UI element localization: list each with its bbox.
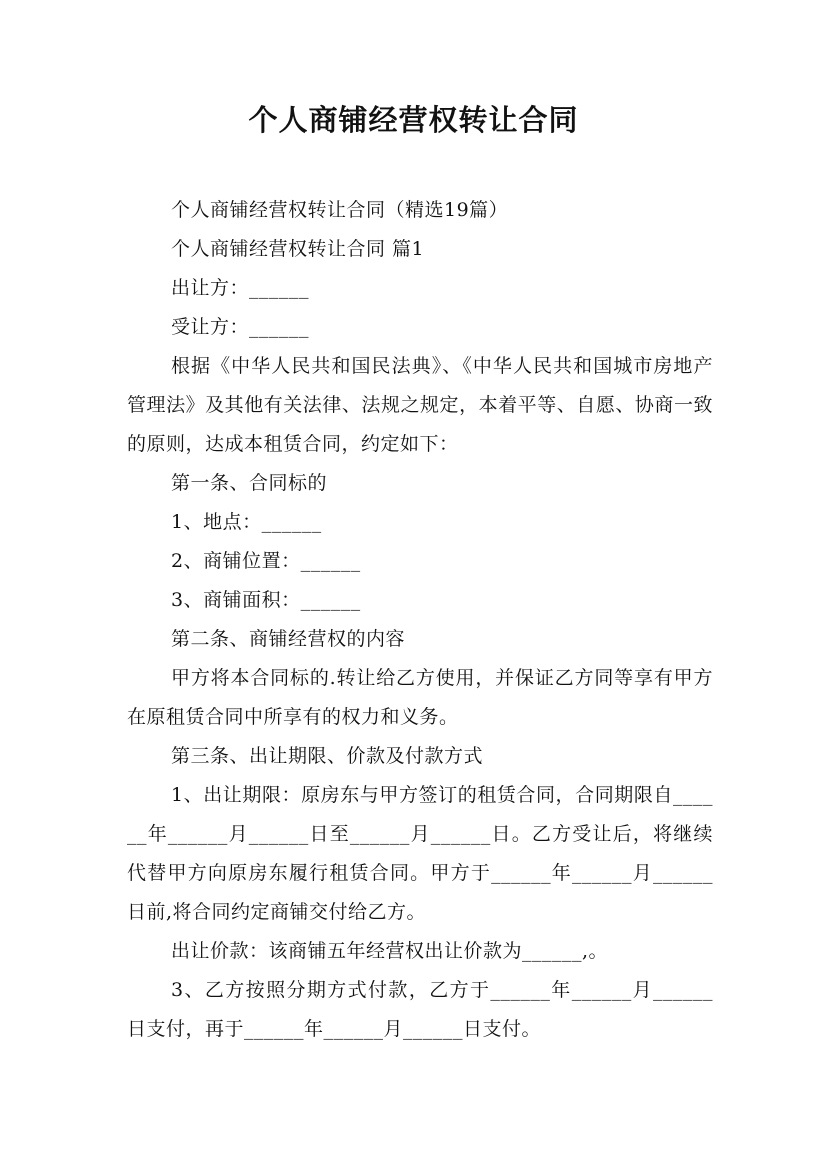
paragraph-transfer-term: 1、出让期限：原房东与甲方签订的租赁合同，合同期限自______年______月______日至______月______日。乙方受让后，将继续代替甲方向原房东履行租赁合同。甲方于______年______月______日前,将合同约定商铺交付给乙方。 [127, 784, 713, 923]
paragraph-transferor: 出让方：______ [171, 277, 310, 299]
paragraph-legal-basis: 根据《中华人民共和国民法典》、《中华人民共和国城市房地产管理法》及其他有关法律、法规之规定，本着平等、自愿、协商一致的原则，达成本租赁合同，约定如下： [127, 355, 713, 455]
paragraph-rights-transfer: 甲方将本合同标的.转让给乙方使用，并保证乙方同等享有甲方在原租赁合同中所享有的权力和义务。 [127, 667, 713, 728]
document-body [127, 191, 713, 1049]
paragraph-shop-position: 2、商铺位置：______ [171, 550, 361, 572]
paragraph-subtitle: 个人商铺经营权转让合同（精选19篇） [171, 199, 509, 221]
paragraph-section-heading: 个人商铺经营权转让合同 篇1 [171, 238, 425, 260]
paragraph-shop-area: 3、商铺面积：______ [171, 589, 361, 611]
paragraph-location: 1、地点：______ [171, 511, 322, 533]
paragraph-transferee: 受让方：______ [171, 316, 310, 338]
paragraph-payment-method: 3、乙方按照分期方式付款，乙方于______年______月______日支付，再于______年______月______日支付。 [127, 979, 713, 1040]
paragraph-article-3: 第三条、出让期限、价款及付款方式 [171, 745, 484, 767]
paragraph-article-2: 第二条、商铺经营权的内容 [171, 628, 406, 650]
paragraph-transfer-price: 出让价款：该商铺五年经营权出让价款为______,。 [171, 940, 609, 962]
document-title: 个人商铺经营权转让合同 [248, 103, 579, 137]
paragraph-article-1: 第一条、合同标的 [171, 472, 328, 494]
